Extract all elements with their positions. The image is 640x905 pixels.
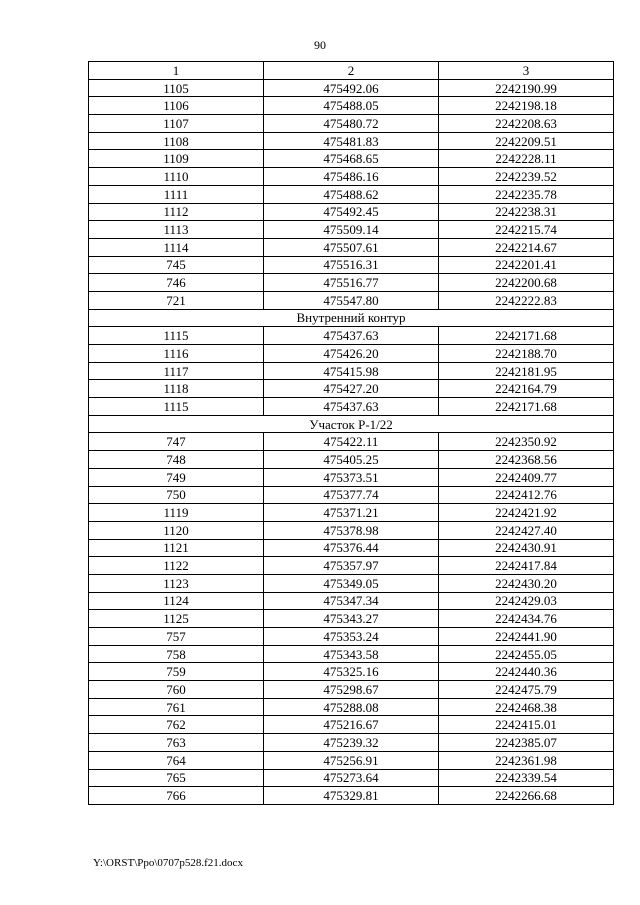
y-coordinate-cell: 2242468.38 [439,698,614,716]
y-coordinate-cell: 2242455.05 [439,645,614,663]
y-coordinate-cell: 2242171.68 [439,327,614,345]
x-coordinate-cell: 475376.44 [264,539,439,557]
x-coordinate-cell: 475377.74 [264,486,439,504]
y-coordinate-cell: 2242430.91 [439,539,614,557]
x-coordinate-cell: 475480.72 [264,115,439,133]
point-number-cell: 1109 [89,150,264,168]
point-number-cell: 1120 [89,521,264,539]
table-row [89,787,614,805]
x-coordinate-cell: 475347.34 [264,592,439,610]
table-row [89,751,614,769]
point-number-cell: 749 [89,468,264,486]
point-number-cell: 1115 [89,327,264,345]
point-number-cell: 750 [89,486,264,504]
coordinates-table [88,61,614,805]
table-row [89,716,614,734]
table-body [89,79,614,804]
section-header-row [89,309,614,327]
table-row [89,539,614,557]
table-row [89,345,614,363]
table-row [89,221,614,239]
table-row [89,628,614,646]
point-number-cell: 1121 [89,539,264,557]
table-row [89,486,614,504]
x-coordinate-cell: 475492.06 [264,79,439,97]
table-row [89,203,614,221]
table-row [89,291,614,309]
x-coordinate-cell: 475516.77 [264,274,439,292]
y-coordinate-cell: 2242385.07 [439,734,614,752]
point-number-cell: 1105 [89,79,264,97]
table-row [89,115,614,133]
point-number-cell: 1115 [89,398,264,416]
y-coordinate-cell: 2242214.67 [439,238,614,256]
point-number-cell: 1113 [89,221,264,239]
x-coordinate-cell: 475516.31 [264,256,439,274]
section-header-row [89,415,614,433]
x-coordinate-cell: 475415.98 [264,362,439,380]
point-number-cell: 1107 [89,115,264,133]
y-coordinate-cell: 2242235.78 [439,185,614,203]
table-row [89,698,614,716]
y-coordinate-cell: 2242429.03 [439,592,614,610]
point-number-cell: 1117 [89,362,264,380]
x-coordinate-cell: 475239.32 [264,734,439,752]
table-row [89,521,614,539]
x-coordinate-cell: 475371.21 [264,504,439,522]
table-row [89,468,614,486]
x-coordinate-cell: 475273.64 [264,769,439,787]
point-number-cell: 765 [89,769,264,787]
point-number-cell: 1119 [89,504,264,522]
table-header-row [89,62,614,80]
table-row [89,557,614,575]
point-number-cell: 1125 [89,610,264,628]
table-row [89,433,614,451]
y-coordinate-cell: 2242190.99 [439,79,614,97]
table-row [89,185,614,203]
point-number-cell: 748 [89,451,264,469]
y-coordinate-cell: 2242427.40 [439,521,614,539]
y-coordinate-cell: 2242412.76 [439,486,614,504]
table-row [89,610,614,628]
table-row [89,79,614,97]
table-row [89,574,614,592]
x-coordinate-cell: 475486.16 [264,168,439,186]
y-coordinate-cell: 2242238.31 [439,203,614,221]
y-coordinate-cell: 2242339.54 [439,769,614,787]
point-number-cell: 1112 [89,203,264,221]
point-number-cell: 763 [89,734,264,752]
point-number-cell: 1118 [89,380,264,398]
point-number-cell: 1106 [89,97,264,115]
x-coordinate-cell: 475349.05 [264,574,439,592]
x-coordinate-cell: 475492.45 [264,203,439,221]
point-number-cell: 766 [89,787,264,805]
x-coordinate-cell: 475353.24 [264,628,439,646]
table-row [89,238,614,256]
table-row [89,132,614,150]
y-coordinate-cell: 2242171.68 [439,398,614,416]
x-coordinate-cell: 475422.11 [264,433,439,451]
y-coordinate-cell: 2242421.92 [439,504,614,522]
x-coordinate-cell: 475325.16 [264,663,439,681]
y-coordinate-cell: 2242198.18 [439,97,614,115]
point-number-cell: 764 [89,751,264,769]
y-coordinate-cell: 2242228.11 [439,150,614,168]
table-row [89,734,614,752]
table-row [89,380,614,398]
x-coordinate-cell: 475329.81 [264,787,439,805]
y-coordinate-cell: 2242209.51 [439,132,614,150]
x-coordinate-cell: 475468.65 [264,150,439,168]
x-coordinate-cell: 475488.05 [264,97,439,115]
y-coordinate-cell: 2242417.84 [439,557,614,575]
table-row [89,150,614,168]
point-number-cell: 1122 [89,557,264,575]
point-number-cell: 746 [89,274,264,292]
table-row [89,398,614,416]
point-number-cell: 1111 [89,185,264,203]
y-coordinate-cell: 2242208.63 [439,115,614,133]
y-coordinate-cell: 2242440.36 [439,663,614,681]
point-number-cell: 1114 [89,238,264,256]
point-number-cell: 759 [89,663,264,681]
table-row [89,168,614,186]
x-coordinate-cell: 475216.67 [264,716,439,734]
column-header-1: 1 [89,62,264,80]
y-coordinate-cell: 2242188.70 [439,345,614,363]
y-coordinate-cell: 2242200.68 [439,274,614,292]
table-row [89,327,614,345]
y-coordinate-cell: 2242415.01 [439,716,614,734]
x-coordinate-cell: 475373.51 [264,468,439,486]
x-coordinate-cell: 475378.98 [264,521,439,539]
x-coordinate-cell: 475298.67 [264,681,439,699]
x-coordinate-cell: 475437.63 [264,327,439,345]
y-coordinate-cell: 2242434.76 [439,610,614,628]
point-number-cell: 1124 [89,592,264,610]
x-coordinate-cell: 475547.80 [264,291,439,309]
x-coordinate-cell: 475509.14 [264,221,439,239]
y-coordinate-cell: 2242266.68 [439,787,614,805]
table-row [89,451,614,469]
table-row [89,97,614,115]
x-coordinate-cell: 475427.20 [264,380,439,398]
point-number-cell: 1123 [89,574,264,592]
point-number-cell: 762 [89,716,264,734]
column-header-3: 3 [439,62,614,80]
y-coordinate-cell: 2242441.90 [439,628,614,646]
y-coordinate-cell: 2242361.98 [439,751,614,769]
point-number-cell: 1116 [89,345,264,363]
table-row [89,645,614,663]
table-row [89,504,614,522]
x-coordinate-cell: 475437.63 [264,398,439,416]
x-coordinate-cell: 475256.91 [264,751,439,769]
table-row [89,663,614,681]
y-coordinate-cell: 2242215.74 [439,221,614,239]
table-row [89,681,614,699]
point-number-cell: 1108 [89,132,264,150]
point-number-cell: 758 [89,645,264,663]
point-number-cell: 745 [89,256,264,274]
section-title: Внутренний контур [89,309,614,327]
point-number-cell: 760 [89,681,264,699]
table-row [89,769,614,787]
y-coordinate-cell: 2242430.20 [439,574,614,592]
footer-file-path: Y:\ORST\Ppo\0707p528.f21.docx [93,857,243,869]
point-number-cell: 721 [89,291,264,309]
table-row [89,256,614,274]
y-coordinate-cell: 2242368.56 [439,451,614,469]
y-coordinate-cell: 2242164.79 [439,380,614,398]
point-number-cell: 757 [89,628,264,646]
table-row [89,274,614,292]
y-coordinate-cell: 2242475.79 [439,681,614,699]
x-coordinate-cell: 475343.58 [264,645,439,663]
page-number: 90 [314,38,326,52]
x-coordinate-cell: 475481.83 [264,132,439,150]
point-number-cell: 747 [89,433,264,451]
point-number-cell: 1110 [89,168,264,186]
x-coordinate-cell: 475488.62 [264,185,439,203]
section-title: Участок Р-1/22 [89,415,614,433]
x-coordinate-cell: 475343.27 [264,610,439,628]
x-coordinate-cell: 475288.08 [264,698,439,716]
y-coordinate-cell: 2242181.95 [439,362,614,380]
y-coordinate-cell: 2242222.83 [439,291,614,309]
x-coordinate-cell: 475357.97 [264,557,439,575]
y-coordinate-cell: 2242239.52 [439,168,614,186]
y-coordinate-cell: 2242350.92 [439,433,614,451]
x-coordinate-cell: 475426.20 [264,345,439,363]
point-number-cell: 761 [89,698,264,716]
column-header-2: 2 [264,62,439,80]
table-row [89,592,614,610]
y-coordinate-cell: 2242409.77 [439,468,614,486]
y-coordinate-cell: 2242201.41 [439,256,614,274]
x-coordinate-cell: 475405.25 [264,451,439,469]
x-coordinate-cell: 475507.61 [264,238,439,256]
table-row [89,362,614,380]
